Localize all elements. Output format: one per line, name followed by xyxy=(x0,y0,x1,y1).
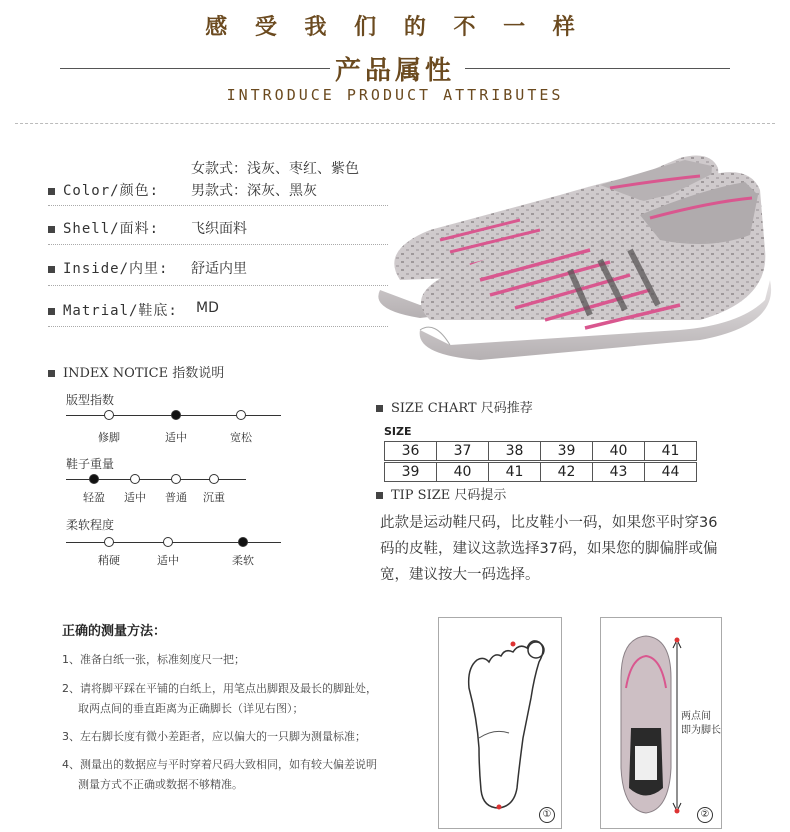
attr-divider xyxy=(48,244,388,245)
bullet-square-icon xyxy=(376,492,383,499)
shoe-product-image xyxy=(340,140,780,375)
scale-tick-label: 轻盈 xyxy=(83,491,105,504)
divider xyxy=(15,123,775,124)
scale-tick-label: 适中 xyxy=(157,554,179,567)
measure-step-cont: 测量方式不正确或数据不够精准。 xyxy=(78,778,243,791)
attr-inside xyxy=(48,258,388,278)
scale-title-fit: 版型指数 xyxy=(66,393,115,407)
scale-tick-label: 宽松 xyxy=(230,431,252,444)
size-chart-heading xyxy=(376,397,533,416)
scale-tick-label: 适中 xyxy=(165,431,187,444)
scale-tick-label: 柔软 xyxy=(232,554,254,567)
bullet-square-icon xyxy=(48,188,55,195)
panel2-note-line2: 即为脚长 xyxy=(681,725,721,736)
tip-size-heading-text: TIP SIZE 尺码提示 xyxy=(391,488,507,503)
measure-step: 4、测量出的数据应与平时穿着尺码大致相同，如有较大偏差说明 xyxy=(62,758,377,771)
panel2-number: ② xyxy=(697,807,713,823)
scale-tick-label: 稍硬 xyxy=(98,554,120,567)
scale-tick-label: 普通 xyxy=(165,491,187,504)
size-cell: 41 xyxy=(645,442,697,461)
header-slogan: 感 受 我 们 的 不 一 样 xyxy=(205,15,585,40)
size-cell: 42 xyxy=(541,463,593,482)
size-cell: 37 xyxy=(437,442,489,461)
attr-sole-label: Matrial/鞋底: xyxy=(63,303,178,319)
size-cell: 39 xyxy=(385,463,437,482)
size-cell: 40 xyxy=(593,442,645,461)
attr-sole-value: MD xyxy=(196,300,219,316)
scale-dot xyxy=(236,410,246,420)
size-cell: 40 xyxy=(437,463,489,482)
size-table-row2 xyxy=(384,462,697,482)
scale-dot-selected xyxy=(171,410,181,420)
foot-outline-image xyxy=(439,618,561,828)
size-cell: 41 xyxy=(489,463,541,482)
attr-color-women: 女款式：浅灰、枣红、紫色 xyxy=(191,161,359,177)
bullet-square-icon xyxy=(48,266,55,273)
attr-color-label: Color/颜色: xyxy=(63,183,160,199)
attr-divider xyxy=(48,285,388,286)
bullet-square-icon xyxy=(376,405,383,412)
size-cell: 39 xyxy=(541,442,593,461)
scale-dot xyxy=(171,474,181,484)
attr-divider xyxy=(48,326,388,327)
scale-dot xyxy=(104,537,114,547)
tip-size-heading xyxy=(376,484,506,503)
foot-diagram-panel xyxy=(438,617,562,829)
bullet-square-icon xyxy=(48,308,55,315)
attr-divider xyxy=(48,205,388,206)
measure-step: 1、准备白纸一张，标准刻度尺一把； xyxy=(62,653,245,666)
scale-dot-selected xyxy=(238,537,248,547)
size-cell: 36 xyxy=(385,442,437,461)
measure-step: 2、请将脚平踩在平铺的白纸上，用笔点出脚跟及最长的脚趾处， xyxy=(62,682,377,695)
scale-tick-label: 沉重 xyxy=(203,491,225,504)
shoe-measure-panel xyxy=(600,617,722,829)
panel2-note-line1: 两点间 xyxy=(681,711,711,722)
scale-tick-label: 适中 xyxy=(124,491,146,504)
attr-color-men: 男款式：深灰、黑灰 xyxy=(191,183,317,199)
size-cell: 44 xyxy=(645,463,697,482)
scale-title-softness: 柔软程度 xyxy=(66,518,115,532)
scale-line-softness xyxy=(66,542,281,543)
panel2-note xyxy=(681,710,721,738)
attr-inside-label: Inside/内里: xyxy=(63,261,169,277)
attr-shell-label: Shell/面料: xyxy=(63,221,160,237)
size-chart-heading-text: SIZE CHART 尺码推荐 xyxy=(391,401,533,416)
scale-dot xyxy=(163,537,173,547)
attr-color xyxy=(48,180,388,200)
attr-shell xyxy=(48,218,388,238)
scale-tick-label: 修脚 xyxy=(98,431,120,444)
attr-shell-value: 飞织面料 xyxy=(191,221,247,237)
tip-size-text: 此款是运动鞋尺码，比皮鞋小一码，如果您平时穿36码的皮鞋，建议这款选择37码，如果您的脚偏胖或偏宽，建议按大一码选择。 xyxy=(380,515,718,583)
section-subtitle: INTRODUCE PRODUCT ATTRIBUTES xyxy=(226,86,564,104)
attr-sole xyxy=(48,300,388,320)
scale-dot xyxy=(130,474,140,484)
measure-step: 3、左右脚长度有微小差距者，应以偏大的一只脚为测量标准； xyxy=(62,730,366,743)
scale-dot xyxy=(104,410,114,420)
section-title: 产品属性 xyxy=(334,56,455,86)
bullet-square-icon xyxy=(48,370,55,377)
panel1-number: ① xyxy=(539,807,555,823)
size-cell: 43 xyxy=(593,463,645,482)
size-caption: SIZE xyxy=(384,425,412,438)
index-notice-heading-text: INDEX NOTICE 指数说明 xyxy=(63,366,225,381)
measure-title: 正确的测量方法： xyxy=(62,624,167,639)
attr-inside-value: 舒适内里 xyxy=(191,261,247,277)
size-table-row1 xyxy=(384,441,697,461)
bullet-square-icon xyxy=(48,226,55,233)
scale-title-weight: 鞋子重量 xyxy=(66,457,115,471)
size-cell: 38 xyxy=(489,442,541,461)
scale-dot-selected xyxy=(89,474,99,484)
index-notice-heading xyxy=(48,362,224,381)
measure-step-cont: 取两点间的垂直距离为正确脚长（详见右图）； xyxy=(78,702,304,715)
scale-dot xyxy=(209,474,219,484)
